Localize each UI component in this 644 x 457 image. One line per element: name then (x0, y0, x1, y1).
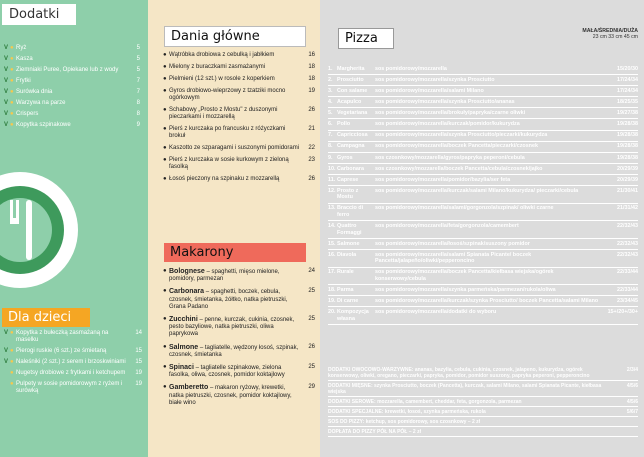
bullet-icon: ● (163, 76, 167, 82)
dodatki-list (4, 45, 140, 133)
item-name (169, 268, 301, 283)
pizza-ingredients: sos pomidorowy/mozzarella/szynka Prosciutto/pieczarki/kukurydza (375, 132, 548, 139)
extra-row (328, 427, 638, 437)
vegetarian-icon: V (4, 67, 9, 73)
pizza-row (328, 221, 638, 239)
pizza-name: Rurale (337, 269, 354, 276)
vegetarian-icon: V (4, 348, 9, 354)
pizza-number: 4. (328, 99, 333, 106)
pasta-name: Zucchini (169, 316, 198, 324)
bullet-icon: ● (163, 145, 167, 151)
pizza-price: 19/27/38 (617, 110, 638, 117)
extra-text: DODATKI SPECJALNE: krewetki, łosoś, szynka parmeńska, rukola (328, 408, 486, 415)
extra-price: 2/3/4 (626, 366, 638, 373)
vegetarian-icon: V (4, 100, 9, 106)
dania-list (163, 52, 315, 188)
pasta-desc: – tagliatelle szpinakowe, zielona fasolka, oliwa, czosnek, pomidor koktajlowy (169, 365, 285, 379)
pizza-ingredients: sos pomidorowy/mozzarella/salami Spianata Picante/ boczek Pancetta/jalapeño/oliwki/pepperoncino (375, 251, 532, 265)
list-item (163, 107, 315, 121)
item-price: 25 (308, 364, 315, 371)
item-price: 21 (308, 126, 315, 132)
extra-row (328, 381, 638, 397)
bullet-icon: ● (163, 88, 167, 94)
pizza-number: 3. (328, 87, 333, 94)
pizza-name: Salmone (337, 240, 360, 247)
item-name (169, 288, 301, 311)
pasta-desc: – penne, kurczak, cukinia, czosnek, pesto bazyliowe, natka pietruszki, oliwa paprykowa (169, 317, 295, 338)
item-name: Nugetsy drobiowe z frytkami i ketchupem (16, 370, 126, 376)
pizza-number: 16. (328, 251, 336, 258)
extra-price (614, 419, 638, 425)
pizza-name: Vegetariana (337, 110, 368, 117)
item-name: Warzywa na parze (16, 100, 66, 106)
pizza-row (328, 186, 638, 204)
pizza-price: 17/24/34 (617, 76, 638, 83)
pizza-price: 22/32/43 (617, 223, 638, 230)
list-item (163, 288, 315, 311)
list-item (163, 145, 315, 152)
pizza-ingredients: sos czosnkowy/mozzarella/boczek Pancetta/cebula/czosnek/jajko (375, 165, 543, 172)
bullet-icon: ● (163, 316, 167, 323)
pizza-row (328, 164, 638, 175)
pizza-number: 1. (328, 65, 333, 72)
item-price: 29 (308, 384, 315, 391)
item-price: 19 (308, 88, 315, 94)
item-price: 9 (136, 122, 140, 128)
pizza-name: Pollo (337, 121, 351, 128)
plate-fork-decoration-icon (0, 160, 85, 300)
item-price: 7 (136, 89, 140, 95)
bullet-icon: ● (10, 56, 14, 62)
bullet-icon: ● (163, 343, 167, 350)
pizza-row (328, 250, 638, 268)
extra-row (328, 407, 638, 417)
dania-glowne-heading: Dania główne (164, 26, 306, 47)
pizza-number: 17. (328, 269, 336, 276)
list-item (163, 52, 315, 59)
item-name: Kasza (16, 56, 33, 62)
item-price: 8 (136, 111, 140, 117)
vegetarian-icon: V (4, 330, 9, 336)
bullet-icon: ● (10, 381, 14, 387)
pizza-row (328, 64, 638, 75)
item-name: Pierś z kurczaka po francusku z różyczkami brokuł (169, 126, 286, 139)
bullet-icon: ● (10, 122, 14, 128)
pizza-ingredients: sos pomidorowy/mozzarella/szynka parmeńska/parmezan/rukola/oliwa (375, 286, 556, 293)
bullet-icon: ● (10, 45, 14, 51)
item-name: Kaszotto ze szparagami i suszonymi pomidorami (169, 145, 300, 151)
list-item (163, 268, 315, 283)
pizza-row (328, 153, 638, 164)
pizza-number: 5. (328, 110, 333, 117)
list-item (4, 381, 142, 395)
item-name: Pierogi ruskie (6 szt.) ze śmietaną (16, 348, 107, 354)
pizza-name: Con salame (337, 87, 368, 94)
pizza-price: 21/31/42 (617, 205, 638, 212)
pizza-ingredients: sos czosnkowy/mozzarella/gyros/papryka peperoni/cebula (375, 154, 525, 161)
pizza-price: 18/25/35 (617, 99, 638, 106)
vegetarian-icon: V (4, 78, 9, 84)
pizza-price: 22/32/43 (617, 240, 638, 247)
vegetarian-icon: V (4, 359, 9, 365)
pizza-number: 7. (328, 132, 333, 139)
item-price: 7 (136, 78, 140, 84)
pizza-number: 2. (328, 76, 333, 83)
pizza-ingredients: sos pomidorowy/mozzarella/kurczak/szynka Prosciutto/ boczek Pancetta/salami Milano (375, 297, 599, 304)
pizza-ingredients: sos pomidorowy/mozzarella/feta/gorgonzola/camembert (375, 223, 519, 230)
item-price: 23 (308, 157, 315, 163)
pizza-price: 17/24/34 (617, 87, 638, 94)
list-item (4, 359, 142, 366)
list-item (163, 364, 315, 379)
pizza-column (320, 0, 644, 457)
pizza-row (328, 142, 638, 153)
pasta-desc: – spaghetti, mięso mielone, pomidory, parmezan (169, 269, 280, 283)
item-price: 5 (136, 67, 140, 73)
list-item (4, 100, 140, 107)
pizza-name: Di carne (337, 297, 359, 304)
pizza-number: 13. (328, 205, 336, 212)
pasta-desc: – makaron ryżowy, krewetki, natka pietruszki, czosnek, pomidor koktajlowy, białe wino (169, 385, 292, 406)
extra-row (328, 417, 638, 427)
pizza-row (328, 119, 638, 130)
list-item (4, 370, 142, 377)
item-name (169, 384, 301, 407)
list-item (4, 89, 140, 96)
item-price: 15 (135, 348, 142, 354)
extra-text: SOS DO PIZZY: ketchup, sos pomidorowy, sos czosnkowy – 2 zł (328, 418, 481, 425)
pasta-name: Gamberetto (169, 384, 209, 392)
item-name: Crispers (16, 111, 39, 117)
pasta-name: Spinaci (169, 364, 194, 372)
pizza-row (328, 239, 638, 250)
item-price: 26 (308, 107, 315, 113)
pizza-number: 10. (328, 165, 336, 172)
item-price: 16 (308, 52, 315, 58)
pizza-price: 22/32/43 (617, 251, 638, 258)
bullet-icon: ● (10, 89, 14, 95)
pizza-number: 15. (328, 240, 336, 247)
list-item (163, 64, 315, 71)
item-name: Schabowy „Prosto z Mostu" z duszonymi pieczarkami i mozzarellą (169, 107, 278, 120)
item-price: 19 (135, 370, 142, 376)
extra-row (328, 365, 638, 381)
bullet-icon: ● (163, 157, 167, 163)
pizza-ingredients: sos pomidorowy/mozzarella/szynka Prosciutto/ananas (375, 99, 515, 106)
pizza-ingredients: sos pomidorowy/mozzarella/kurczak/salami Milano/kukurydza/ pieczarki/cebula (375, 187, 579, 194)
item-name: Frytki (16, 78, 31, 84)
list-item (163, 157, 315, 171)
bullet-icon: ● (10, 330, 14, 336)
pizza-extras (328, 365, 638, 437)
pizza-row (328, 307, 638, 325)
pizza-ingredients: sos pomidorowy/mozzarella/salami Milano (375, 87, 484, 94)
pasta-name: Salmone (169, 343, 199, 351)
item-name: Pielmieni (12 szt.) w rosole z koperkiem (169, 76, 275, 82)
vegetarian-icon: V (4, 122, 9, 128)
pizza-number: 8. (328, 143, 333, 150)
pizza-ingredients: sos pomidorowy/mozzarella/kurczak/pomidor/kukurydza (375, 121, 520, 128)
pizza-number: 19. (328, 297, 336, 304)
bullet-icon: ● (163, 176, 167, 182)
item-price: 19 (135, 381, 142, 387)
item-name: Pierś z kurczaka w sosie kurkowym z zieloną fasolką (169, 157, 289, 170)
extra-text: DODATKI OWOCOWO-WARZYWNE: ananas, bazylia, cebula, cukinia, czosnek, jalapeno, kukurydza, ogórek konserwowy, oliwki, oregano, pieczarki, papryka, pomidor, pomidor suszony, papryka peperoni, pepperoncino (328, 366, 590, 379)
item-name: Łosoś pieczony na szpinaku z mozzarellą (169, 176, 280, 182)
pizza-name: Campagna (337, 143, 365, 150)
pizza-price: 15+/20+/30+ (607, 309, 638, 316)
item-name: Mielony z buraczkami zasmażanymi (169, 64, 266, 70)
pizza-name: Prosto z Mostu (337, 187, 359, 201)
item-name (169, 364, 301, 379)
pizza-row (328, 268, 638, 286)
list-item (163, 384, 315, 407)
pizza-row (328, 204, 638, 222)
pizza-heading: Pizza (338, 28, 394, 49)
pizza-name: Quattro Formaggi (337, 223, 362, 236)
dla-dzieci-heading: Dla dzieci (2, 308, 90, 327)
pizza-ingredients: sos pomidorowy/mozzarella/salami/gorgonzola/szpinak/ oliwki czarne (375, 205, 554, 212)
item-price: 5 (136, 45, 140, 51)
vegetarian-icon: V (4, 56, 9, 62)
pizza-number: 6. (328, 121, 333, 128)
item-price: 25 (308, 288, 315, 295)
list-item (163, 344, 315, 359)
extra-price (614, 429, 638, 435)
pizza-number: 9. (328, 154, 333, 161)
pizza-name: Gyros (337, 154, 353, 161)
item-name (169, 316, 301, 339)
list-item (4, 330, 142, 344)
item-price: 18 (308, 64, 315, 70)
pizza-price: 20/29/39 (617, 176, 638, 183)
pizza-number: 18. (328, 286, 336, 293)
pizza-table (328, 64, 638, 325)
item-name: Ziemniaki Puree, Opiekane lub z wody (16, 67, 119, 73)
bullet-icon: ● (10, 78, 14, 84)
extra-price: 4/5/6 (626, 382, 638, 389)
pizza-name: Capricciosa (337, 132, 368, 139)
pizza-ingredients: sos pomidorowy/mozzarella/brokuły/papryka/czarne oliwki (375, 110, 526, 117)
list-item (4, 348, 142, 355)
size-legend (582, 28, 638, 40)
pizza-price: 19/28/38 (617, 132, 638, 139)
size-sub: 23 cm 33 cm 45 cm (592, 34, 638, 40)
list-item (4, 67, 140, 74)
bullet-icon: ● (10, 359, 14, 365)
extra-text: DODATKI MIĘSNE: szynka Prosciutto, boczek (Pancetta), kurczak, salami Milano, salami Spianata Picante, kiełbasa wiejska (328, 382, 602, 395)
pizza-row (328, 285, 638, 296)
list-item (163, 88, 315, 102)
pasta-desc: – spaghetti, boczek, cebula, czosnek, śmietanka, żółtko, natka pietruszki, Grana Padano (169, 289, 288, 310)
dodatki-heading: Dodatki (2, 4, 76, 25)
pizza-price: 21/30/41 (617, 187, 638, 194)
list-item (4, 56, 140, 63)
pizza-row (328, 296, 638, 307)
pasta-name: Bolognese (169, 268, 205, 275)
pizza-name: Margherita (337, 65, 365, 72)
pizza-price: 19/28/38 (617, 154, 638, 161)
bullet-icon: ● (163, 107, 167, 113)
item-name: Kopytka z bułeczką zasmażaną na maselku (16, 330, 109, 343)
pizza-ingredients: sos pomidorowy/mozzarella/szynka Prosciutto (375, 76, 495, 83)
item-price: 8 (136, 100, 140, 106)
pizza-ingredients: sos pomidorowy/mozzarella/pomidor/bazylia/ser feta (375, 176, 511, 183)
pizza-row (328, 108, 638, 119)
bullet-icon: ● (163, 268, 167, 274)
item-name: Wątróbka drobiowa z cebulką i jabłkiem (169, 52, 275, 58)
pizza-row (328, 97, 638, 108)
item-price: 15 (135, 359, 142, 365)
extra-row (328, 397, 638, 407)
vegetarian-icon: V (4, 111, 9, 117)
item-name: Naleśniki (2 szt.) z serem i brzoskwiniami (16, 359, 126, 365)
item-price: 24 (308, 268, 315, 274)
vegetarian-icon: V (4, 45, 9, 51)
pizza-ingredients: sos pomidorowy/mozzarella/łosoś/szpinak/suszony pomidor (375, 240, 530, 247)
size-header: MAŁA/ŚREDNIA/DUŻA (582, 28, 638, 34)
bullet-icon: ● (10, 370, 14, 376)
extra-price: 5/6/7 (626, 408, 638, 415)
pizza-ingredients: sos pomidorowy/mozzarella/boczek Pancetta/kiełbasa wiejska/ogórek konserwowy/cebula (375, 269, 554, 282)
pizza-ingredients: sos pomidorowy/mozzarella (375, 65, 447, 72)
makarony-heading: Makarony (164, 243, 306, 262)
item-price: 14 (135, 330, 142, 336)
pizza-price: 19/28/38 (617, 121, 638, 128)
item-name: Gyros drobiowo-wieprzowy z tzatziki mocno ogórkowym (169, 88, 286, 101)
pizza-number: 11. (328, 176, 336, 183)
pizza-name: Caprese (337, 176, 359, 183)
pizza-price: 22/33/44 (617, 269, 638, 276)
bullet-icon: ● (10, 67, 14, 73)
pizza-name: Parma (337, 286, 354, 293)
pizza-price: 19/28/38 (617, 143, 638, 150)
bullet-icon: ● (163, 384, 167, 391)
extra-text: DOPŁATA DO PIZZY PÓŁ NA PÓŁ – 2 zł (328, 428, 421, 435)
item-name: Ryż (16, 45, 27, 51)
pizza-number: 14. (328, 223, 336, 230)
dla-dzieci-list (4, 330, 142, 399)
list-item (163, 76, 315, 83)
pizza-name: Prosciutto (337, 76, 364, 83)
pizza-name: Carbonara (337, 165, 364, 172)
pizza-name: Kompozycja własna (337, 309, 369, 322)
vegetarian-icon: V (4, 89, 9, 95)
pizza-number: 12. (328, 187, 336, 194)
item-name: Kopytka szpinakowe (16, 122, 71, 128)
item-name: Pulpety w sosie pomidorowym z ryżem i surówką (16, 381, 123, 394)
pizza-name: Diavola (337, 251, 357, 258)
list-item (4, 111, 140, 118)
item-price: 26 (308, 343, 315, 350)
pizza-row (328, 131, 638, 142)
list-item (163, 316, 315, 339)
makarony-list (163, 268, 315, 412)
item-name (169, 344, 301, 359)
pasta-desc: – tagliatelle, wędzony łosoś, szpinak, czosnek, śmietanka (169, 344, 299, 358)
item-price: 25 (308, 316, 315, 323)
extra-price: 4/5/6 (626, 398, 638, 405)
pizza-name: Braccio di ferro (337, 205, 364, 218)
item-price: 26 (308, 176, 315, 182)
bullet-icon: ● (163, 64, 167, 70)
pizza-number: 20. (328, 309, 336, 316)
item-price: 5 (136, 56, 140, 62)
bullet-icon: ● (10, 111, 14, 117)
pizza-price: 22/33/44 (617, 286, 638, 293)
mains-and-pasta-column (148, 0, 320, 457)
list-item (4, 45, 140, 52)
pizza-price: 20/29/39 (617, 165, 638, 172)
list-item (163, 126, 315, 140)
pizza-row (328, 75, 638, 86)
list-item (4, 78, 140, 85)
bullet-icon: ● (163, 364, 167, 371)
pizza-ingredients: sos pomidorowy/mozzarella/boczek Pancetta/pieczarki/czosnek (375, 143, 538, 150)
item-price: 18 (308, 76, 315, 82)
pizza-row (328, 175, 638, 186)
pasta-name: Carbonara (169, 288, 205, 296)
pizza-ingredients: sos pomidorowy/mozzarella/dodatki do wyboru (375, 309, 497, 316)
bullet-icon: ● (163, 52, 167, 58)
sides-and-kids-column (0, 0, 148, 457)
bullet-icon: ● (10, 348, 14, 354)
pizza-row (328, 86, 638, 97)
pizza-price: 15/20/30 (617, 65, 638, 72)
pizza-price: 23/34/45 (617, 297, 638, 304)
bullet-icon: ● (10, 100, 14, 106)
pizza-name: Acapulco (337, 99, 362, 106)
extra-text: DODATKI SEROWE: mozzarella, camembert, cheddar, feta, gorgonzola, parmezan (328, 398, 522, 405)
bullet-icon: ● (163, 126, 167, 132)
list-item (4, 122, 140, 129)
list-item (163, 176, 315, 183)
item-price: 22 (308, 145, 315, 151)
bullet-icon: ● (163, 288, 167, 295)
item-name: Surówka dnia (16, 89, 53, 95)
